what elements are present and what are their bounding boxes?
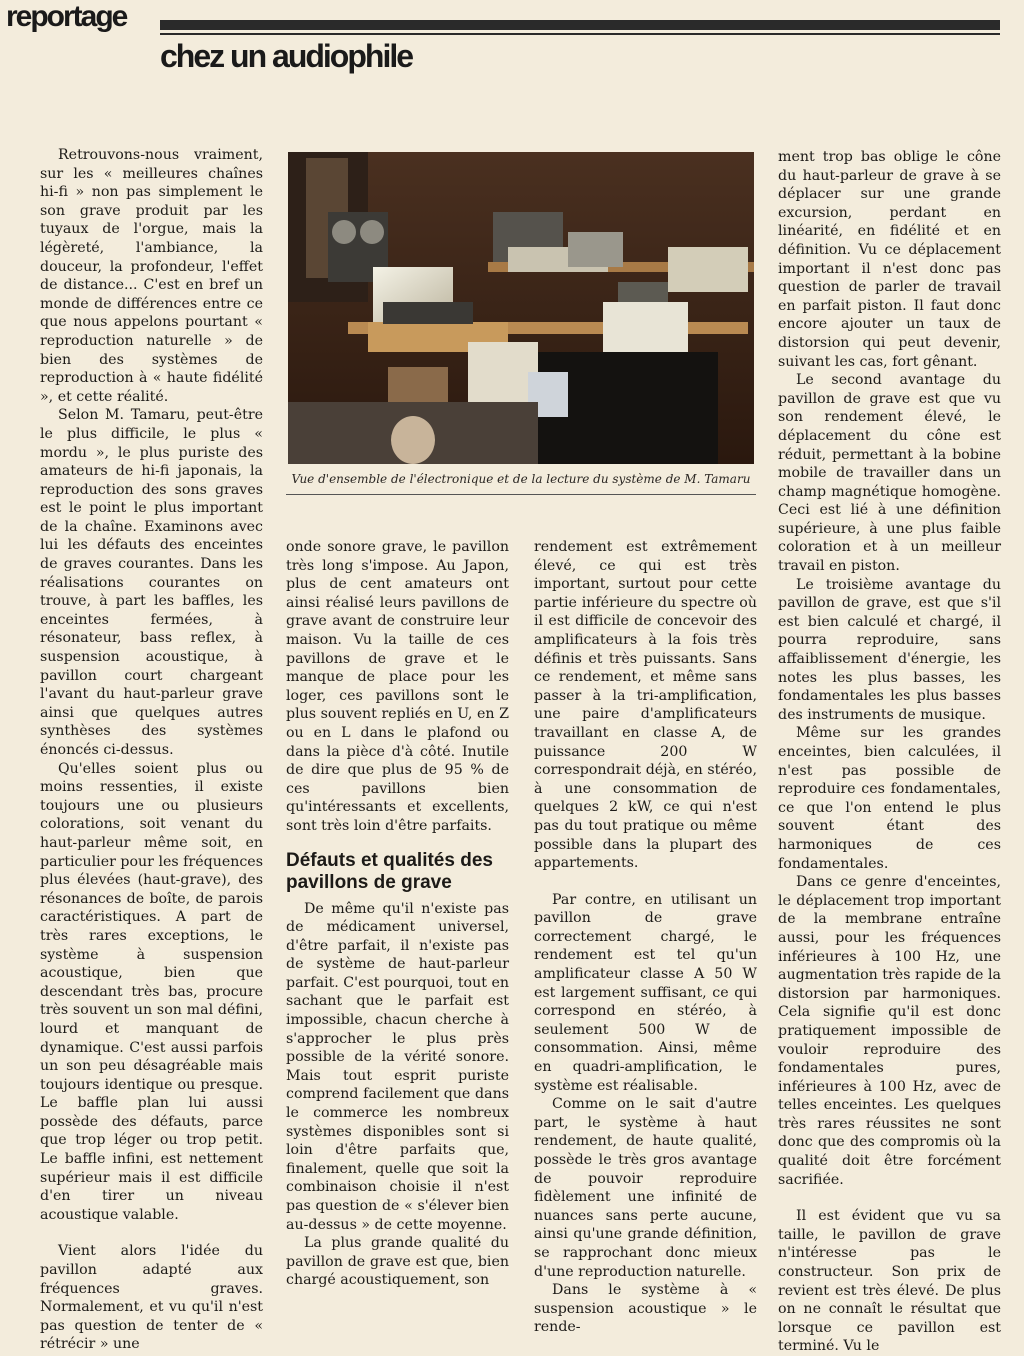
section-subhead: Défauts et qualités des pavillons de grave xyxy=(286,849,493,893)
paragraph: Dans ce genre d'enceintes, le déplacement trop important de la membrane entraîne aussi, pour les fréquences inférieures à 100 Hz, une augmentation très rapide de la distorsion par harmoniques. Cela signifie qu'il est donc pratiquement impossible de vouloir reproduire des fondamentales pures, inférieures à 100 Hz, avec de telles enceintes. Les quelques très rares réussites ne sont donc que des compromis où la qualité doit être forcément sacrifiée. xyxy=(778,874,1001,1188)
caption-rule xyxy=(286,494,756,495)
paragraph: Dans le système à « suspension acoustique » le rende- xyxy=(534,1282,757,1336)
paragraph: Le second avantage du pavillon de grave est que vu son rendement élevé, le déplacement du cône est réduit, permettant à la bobine mobile de travailler dans un champ magnétique homogène. Ceci est lié à une définition supérieure, à une plus faible coloration et à un meilleur travail en piston. xyxy=(778,372,1001,575)
paragraph: Il est évident que vu sa taille, le pavillon de grave n'intéresse pas le constructeur. Son prix de revient est très élevé. De plus on ne connaît le résultat que lorsque ce pavillon est terminé. Vu le xyxy=(778,1208,1001,1355)
paragraph: Qu'elles soient plus ou moins ressenties, il existe toujours une ou plusieurs colorations, soit venant du haut-parleur même soit, en particulier pour les fréquences plus élevées (haut-grave), des résonances de boîte, de parois caractéristiques. A part de très rares exceptions, le système à suspension acoustique, bien que descendant très bas, procure très souvent un son mal défini, lourd et manquant de dynamique. C'est aussi parfois un son peu désagréable mais toujours identique ou presque. Le baffle plan lui aussi possède des défauts, parce que trop léger ou trop petit. Le baffle infini, est nettement supérieur mais il est difficile d'en tirer un niveau acoustique valable. xyxy=(40,760,263,1223)
photo-caption: Vue d'ensemble de l'électronique et de la lecture du système de M. Tamaru xyxy=(291,472,751,486)
paragraph: ment trop bas oblige le cône du haut-parleur de grave à se déplacer sur une grande excursion, perdant en linéarité, en fidélité et en définition. Vu ce déplacement important il n'est donc pas question de parler de travail en parfait piston. Il faut donc encore ajouter un taux de distorsion qui peut devenir, suivant les cas, fort gênant. xyxy=(778,149,1001,370)
text-column-3 xyxy=(534,538,757,1337)
photo-illustration xyxy=(288,152,754,464)
paragraph: rendement est extrêmement élevé, ce qui est très important, surtout pour cette partie inférieure du spectre où il est difficile de concevoir des amplificateurs à la fois très définis et très puissants. Sans ce rendement, et même sans passer à la tri-amplification, une paire d'amplificateurs travaillant en classe A, de puissance 200 W correspondrait déjà, en stéréo, à une consommation de quelques 2 kW, ce qui n'est pas du tout pratique ou même possible dans la plupart des appartements. xyxy=(534,539,757,872)
paragraph: Par contre, en utilisant un pavillon de grave correctement chargé, le rendement est tel qu'un amplificateur classe A 50 W est largement suffisant, ce qui correspond en stéréo, à seulement 500 W de consommation. Ainsi, même en quadri-amplification, le système est réalisable. xyxy=(534,891,757,1094)
header-rule xyxy=(160,20,1000,30)
paragraph: Vient alors l'idée du pavillon adapté aux fréquences graves. Normalement, et vu qu'il n'est pas question de tenter de « rétrécir » une xyxy=(40,1243,263,1353)
listening-room-photo xyxy=(288,152,754,464)
paragraph: onde sonore grave, le pavillon très long s'impose. Au Japon, plus de cent amateurs ont ainsi réalisé leurs pavillons de grave avant de construire leur maison. Vu la taille de ces pavillons de grave et le manque de place pour les loger, ces pavillons sont le plus souvent repliés en U, en Z ou en L dans le plafond ou dans la pièce d'à côté. Inutile de dire que plus de 95 % de ces pavillons bien qu'intéressants et excellents, sont très loin d'être parfaits. xyxy=(286,539,509,834)
paragraph: Retrouvons-nous vraiment, sur les « meilleures chaînes hi-fi » non pas simplement le son grave produit par les tuyaux de l'orgue, mais la légèreté, l'ambiance, la douceur, la profondeur, l'effet de distance... C'est en bref un monde de différences entre ce que nous appelons pourtant « reproduction naturelle » de bien des systèmes de reproduction à « haute fidélité », et cette réalité. xyxy=(40,147,263,405)
text-column-4 xyxy=(778,148,1001,1356)
section-rubric: reportage xyxy=(6,0,127,33)
header-rule-thin xyxy=(160,33,1000,35)
text-column-2 xyxy=(286,538,509,1290)
text-column-1 xyxy=(40,146,263,1354)
paragraph: Le troisième avantage du pavillon de grave, est que s'il est bien calculé et chargé, il pourra reproduire, sans affaiblissement d'énergie, les notes les plus basses, les fondamentales les plus basses des instruments de musique. xyxy=(778,576,1001,723)
paragraph: Selon M. Tamaru, peut-être le plus difficile, le plus « mordu », le plus puriste des amateurs de hi-fi japonais, la reproduction des sons graves est le point le plus important de la chaîne. Examinons avec lui les défauts des enceintes de graves courantes. Dans les réalisations courantes on trouve, à part les baffles, les enceintes fermées, à résonateur, bass reflex, à suspension acoustique, à pavillon court chargeant l'avant du haut-parleur grave ainsi que quelques autres synthèses des systèmes énoncés ci-dessus. xyxy=(40,407,263,758)
article-headline: chez un audiophile xyxy=(160,38,413,74)
paragraph: Comme on le sait d'autre part, le système à haut rendement, de haute qualité, possède le très gros avantage de pouvoir reproduire fidèlement une infinité de nuances sans perte aucune, ainsi qu'une grande définition, se rapprochant donc mieux d'une reproduction naturelle. xyxy=(534,1096,757,1280)
paragraph: La plus grande qualité du pavillon de grave est que, bien chargé acoustiquement, son xyxy=(286,1235,509,1289)
paragraph: De même qu'il n'existe pas de médicament universel, d'être parfait, il n'existe pas de système de haut-parleur parfait. C'est pourquoi, tout en sachant que le parfait est impossible, chacun cherche à s'approcher le plus près possible de la vérité sonore. Mais tout esprit puriste comprend facilement que dans le commerce les nombreux systèmes disponibles sont si loin d'être parfaits que, finalement, quelle que soit la combinaison choisie il n'est pas question de « s'élever bien au-dessus » de cette moyenne. xyxy=(286,900,509,1233)
paragraph: Même sur les grandes enceintes, bien calculées, il n'est pas possible de reproduire ces fondamentales, ce que l'on entend le plus souvent étant des harmoniques de ces fondamentales. xyxy=(778,725,1001,872)
